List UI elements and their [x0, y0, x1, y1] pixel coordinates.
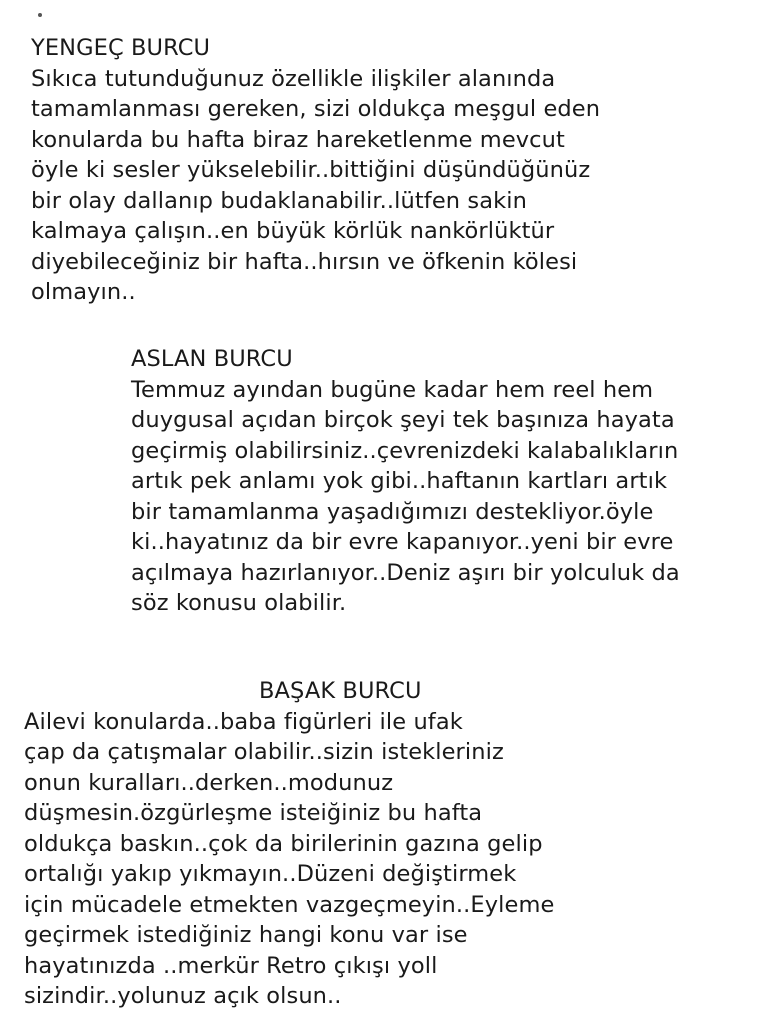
text-line: kalmaya çalışın..en büyük körlük nankörlüktür: [31, 218, 555, 244]
text-line: bir olay dallanıp budaklanabilir..lütfen sakin: [31, 187, 527, 214]
text-line: ortalığı yakıp yıkmayın..Düzeni değiştirmek: [24, 861, 517, 887]
text-line: oldukça baskın..çok da birilerinin gazına gelip: [24, 830, 543, 857]
section-heading: YENGEÇ BURCU: [31, 35, 211, 61]
text-line: diyebileceğiniz bir hafta..hırsın ve öfkenin kölesi: [31, 248, 578, 275]
text-line: bir tamamlanma yaşadığımızı destekliyor.öyle: [131, 498, 654, 525]
stray-dot: [38, 13, 42, 17]
section-aslan: [131, 344, 680, 619]
text-line: sizindir..yolunuz açık olsun..: [24, 983, 342, 1009]
section-basak: [24, 676, 554, 1012]
text-line: hayatınızda ..merkür Retro çıkışı yoll: [24, 952, 438, 979]
text-line: artık pek anlamı yok gibi..haftanın kartları artık: [131, 468, 668, 494]
text-line: söz konusu olabilir.: [131, 590, 347, 616]
text-line: Temmuz ayından bugüne kadar hem reel hem: [131, 376, 654, 403]
text-line: konularda bu hafta biraz hareketlenme mevcut: [31, 126, 565, 153]
text-line: için mücadele etmekten vazgeçmeyin..Eyleme: [24, 891, 555, 918]
text-line: düşmesin.özgürleşme isteiğiniz bu hafta: [24, 800, 483, 826]
text-line: çap da çatışmalar olabilir..sizin istekleriniz: [24, 739, 504, 765]
text-line: Sıkıca tutunduğunuz özellikle ilişkiler alanında: [31, 65, 556, 92]
section-heading: BAŞAK BURCU: [259, 678, 422, 704]
section-yengec: [31, 33, 600, 308]
text-line: açılmaya hazırlanıyor..Deniz aşırı bir yolculuk da: [131, 559, 680, 586]
text-line: geçirmek istediğiniz hangi konu var ise: [24, 922, 468, 948]
text-line: Ailevi konularda..baba figürleri ile ufak: [24, 708, 463, 735]
text-line: geçirmiş olabilirsiniz..çevrenizdeki kalabalıkların: [131, 437, 679, 464]
text-line: duygusal açıdan birçok şeyi tek başınıza hayata: [131, 407, 675, 433]
text-line: onun kuralları..derken..modunuz: [24, 769, 394, 796]
text-line: ki..hayatınız da bir evre kapanıyor..yeni bir evre: [131, 529, 674, 555]
text-line: olmayın..: [31, 279, 136, 305]
section-heading: ASLAN BURCU: [131, 346, 293, 372]
text-line: tamamlanması gereken, sizi oldukça meşgul eden: [31, 96, 601, 122]
text-line: öyle ki sesler yükselebilir..bittiğini düşündüğünüz: [31, 157, 591, 183]
